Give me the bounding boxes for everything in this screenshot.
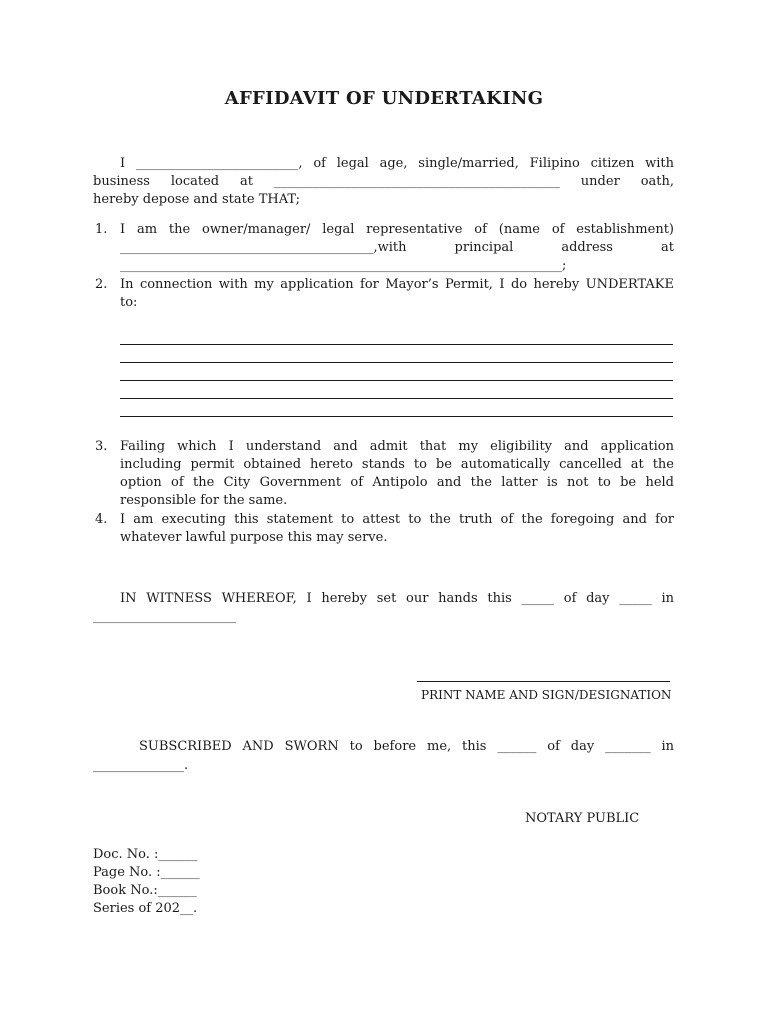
doc-no: Doc. No. :______ (93, 847, 198, 862)
signature-caption: PRINT NAME AND SIGN/DESIGNATION (421, 688, 672, 702)
item-2-number: 2. (95, 277, 108, 292)
sworn-line-2: ______________. (93, 758, 189, 773)
item-1-line-2: _______________________________________,with principal address at (120, 240, 674, 255)
undertaking-blank-line (120, 416, 673, 417)
undertaking-blank-line (120, 362, 673, 363)
sworn-line-1: SUBSCRIBED AND SWORN to before me, this ______ of day _______ in (139, 739, 674, 754)
item-3-line-2: including permit obtained hereto stands to be automatically cancelled at the (120, 457, 674, 472)
undertaking-blank-line (120, 344, 673, 345)
item-4-line-1: I am executing this statement to attest to the truth of the foregoing and for (120, 512, 674, 527)
item-1-number: 1. (95, 222, 108, 237)
item-4-number: 4. (95, 512, 108, 527)
intro-line-1: I _________________________, of legal age, single/married, Filipino citizen with (120, 156, 674, 171)
series-of: Series of 202__. (93, 901, 198, 916)
witness-line-1: IN WITNESS WHEREOF, I hereby set our hands this _____ of day _____ in (120, 591, 674, 606)
item-3-line-3: option of the City Government of Antipolo and the latter is not to be held (120, 475, 674, 490)
intro-line-3: hereby depose and state THAT; (93, 192, 300, 207)
intro-line-2: business located at ____________________________________________ under oath, (93, 174, 674, 189)
book-no: Book No.:______ (93, 883, 197, 898)
item-3-line-4: responsible for the same. (120, 493, 288, 508)
undertaking-blank-line (120, 380, 673, 381)
item-1-line-1: I am the owner/manager/ legal representative of (name of establishment) (120, 222, 674, 237)
notary-public-label: NOTARY PUBLIC (525, 811, 640, 826)
item-2-line-1: In connection with my application for Mayor’s Permit, I do hereby UNDERTAKE (120, 277, 674, 292)
item-3-line-1: Failing which I understand and admit that my eligibility and application (120, 439, 674, 454)
item-1-line-3: ____________________________________________________________________; (120, 258, 567, 273)
witness-line-2: ______________________ (93, 609, 236, 624)
item-3-number: 3. (95, 439, 108, 454)
document-title: AFFIDAVIT OF UNDERTAKING (224, 88, 544, 109)
page-no: Page No. :______ (93, 865, 200, 880)
undertaking-blank-line (120, 398, 673, 399)
item-2-line-2: to: (120, 295, 138, 310)
item-4-line-2: whatever lawful purpose this may serve. (120, 530, 388, 545)
signature-line (417, 681, 670, 682)
